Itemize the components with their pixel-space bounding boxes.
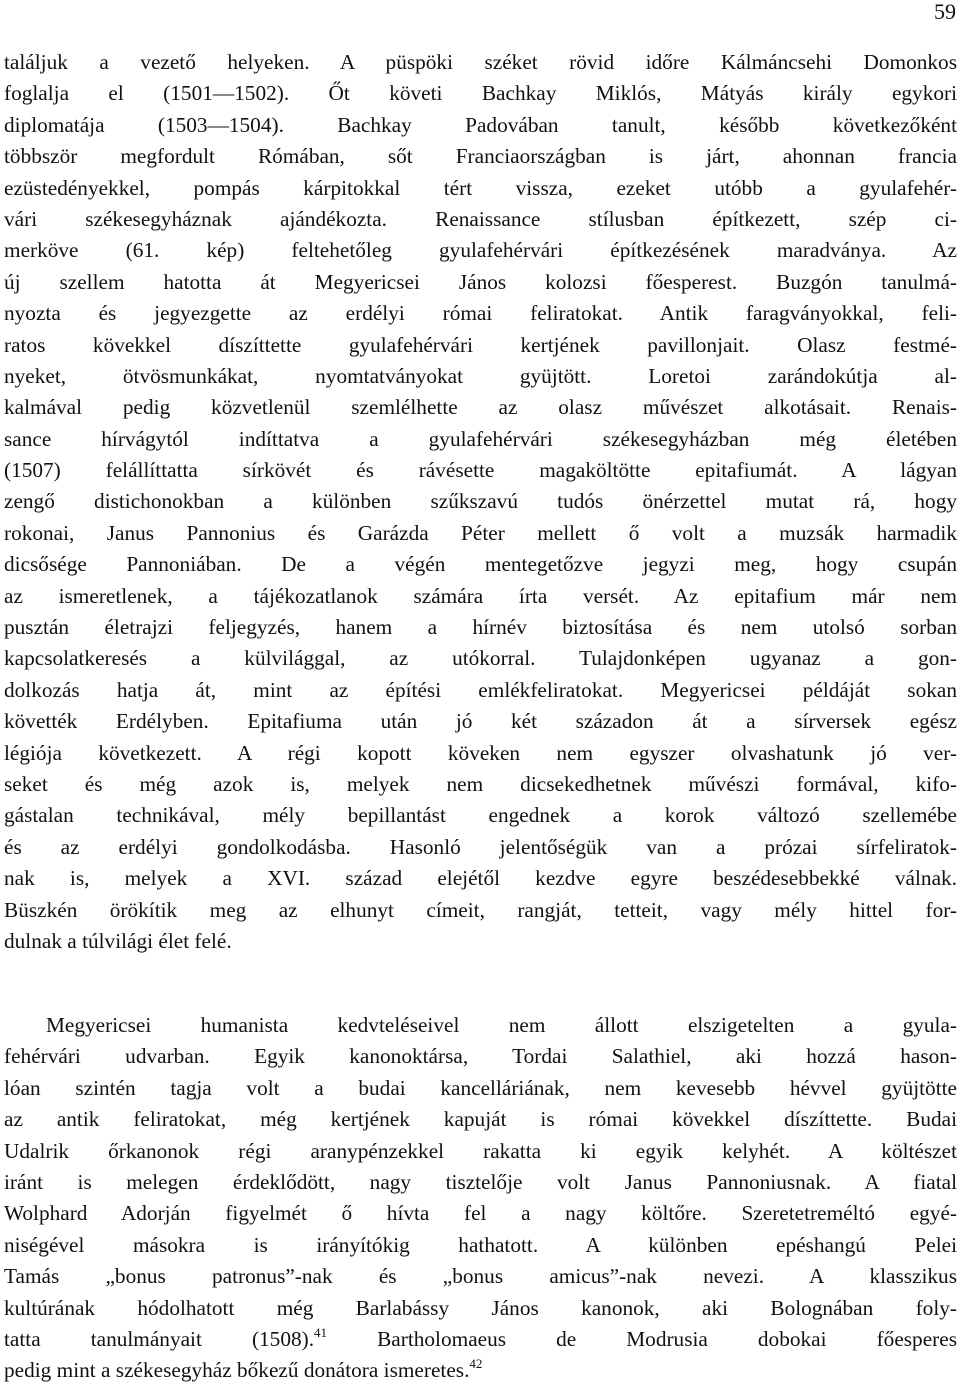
text-line: lóan szintén tagja volt a budai kancelláriának, nem kevesebb hévvel gyüjtötte xyxy=(4,1075,957,1100)
text-line: merköve (61. kép) feltehetőleg gyulafehérvári építkezésének maradványa. Az xyxy=(4,238,957,263)
text-line: dulnak a túlvilági élet felé. xyxy=(4,928,232,953)
text-line: foglalja el (1501—1502). Őt követi Bachkay Miklós, Mátyás király egykori xyxy=(4,81,957,106)
text-line: sance hírvágytól indíttatva a gyulafehérvári székesegyházban még életében xyxy=(4,426,957,451)
text-line: kultúrának hódolhatott még Barlabássy János kanonok, aki Bolognában foly- xyxy=(4,1295,957,1320)
text-line: gástalan technikával, mély bepillantást engednek a korok változó szellemébe xyxy=(4,803,957,828)
text-line: seket és még azok is, melyek nem dicsekedhetnek művészi formával, kifo- xyxy=(4,771,957,796)
text-line: dolkozás hatja át, mint az építési emlékfeliratokat. Megyericsei példáját sokan xyxy=(4,677,957,702)
text-line: dicsősége Pannoniában. De a végén mentegetőzve jegyzi meg, hogy csupán xyxy=(4,552,957,577)
text-line: pusztán életrajzi feljegyzés, hanem a hírnév biztosítása és nem utolsó sorban xyxy=(4,615,957,640)
text-line: nyozta és jegyezgette az erdélyi római feliratokat. Antik faragványokkal, feli- xyxy=(4,301,957,326)
text-line: légiója következett. A régi kopott köveken nem egyszer olvashatunk jó ver- xyxy=(4,740,957,765)
text-line: az ismeretlenek, a tájékozatlanok számára írta versét. Az epitafium már nem xyxy=(4,583,957,608)
text-line: ratos kövekkel díszíttette gyulafehérvári kertjének pavillonjait. Olasz festmé- xyxy=(4,332,957,357)
text-line: és az erdélyi gondolkodásba. Hasonló jelentőségük van a prózai sírfeliratok- xyxy=(4,834,957,859)
text-line: Wolphard Adorján figyelmét ő hívta fel a nagy költőre. Szeretetreméltó egyé- xyxy=(4,1201,957,1226)
text-line: többször megfordult Rómában, sőt Franciaországban is járt, ahonnan francia xyxy=(4,144,957,169)
paragraph-2 xyxy=(4,1010,957,1387)
line-text-after-note: Bartholomaeus de Modrusia dobokai főesperes xyxy=(327,1326,957,1351)
line-text-before-note: pedig mint a székesegyház bőkezű donátora ismeretes. xyxy=(4,1358,470,1383)
text-line: nyeket, ötvösmunkákat, nyomtatványokat gyüjtött. Loretoi zarándokútja al- xyxy=(4,363,957,388)
text-line: az antik feliratokat, még kertjének kapuját is római kövekkel díszíttette. Budai xyxy=(4,1107,957,1132)
text-line-with-footnote-41 xyxy=(4,1324,957,1355)
footnote-ref-42[interactable]: 42 xyxy=(469,1356,483,1372)
text-line: zengő distichonokban a különben szűkszavú tudós önérzettel mutat rá, hogy xyxy=(4,489,957,514)
text-line: új szellem hatotta át Megyericsei János kolozsi főesperest. Buzgón tanulmá- xyxy=(4,269,957,294)
text-line: vári székesegyháznak ajándékozta. Renaissance stílusban építkezett, szép ci- xyxy=(4,206,957,231)
text-line: (1507) felállíttatta sírkövét és rávésette magaköltötte epitafiumát. A lágyan xyxy=(4,458,957,483)
text-line: követték Erdélyben. Epitafiuma után jó két századon át a sírversek egész xyxy=(4,709,957,734)
text-line: ezüstedényekkel, pompás kárpitokkal tért vissza, ezeket utóbb a gyulafehér- xyxy=(4,175,957,200)
text-line: találjuk a vezető helyeken. A püspöki széket rövid időre Kálmáncsehi Domonkos xyxy=(4,50,957,74)
text-line: nak is, melyek a XVI. század elejétől kezdve egyre beszédesebbekké válnak. xyxy=(4,866,957,891)
paragraph-1 xyxy=(4,47,957,957)
footnote-ref-41[interactable]: 41 xyxy=(314,1324,328,1340)
text-line: Tamás „bonus patronus”-nak és „bonus amicus”-nak nevezi. A klasszikus xyxy=(4,1264,957,1289)
text-line: kalmával pedig közvetlenül szemlélhette az olasz művészet alkotásait. Renais- xyxy=(4,395,957,420)
text-line: Büszkén örökítik meg az elhunyt címeit, rangját, tetteit, vagy mély hittel for- xyxy=(4,897,957,922)
text-line: niségével másokra is irányítókig hathatott. A különben epéshangú Pelei xyxy=(4,1232,957,1257)
text-line: diplomatája (1503—1504). Bachkay Padovában tanult, később következőként xyxy=(4,112,957,137)
text-line: iránt is melegen érdeklődött, nagy tisztelője volt Janus Pannoniusnak. A fiatal xyxy=(4,1169,957,1194)
text-line: kapcsolatkeresés a külvilággal, az utókorral. Tulajdonképen ugyanaz a gon- xyxy=(4,646,957,671)
line-text-before-note: tatta tanulmányait (1508). xyxy=(4,1326,315,1351)
text-line: rokonai, Janus Pannonius és Garázda Péter mellett ő volt a muzsák harmadik xyxy=(4,520,957,545)
page-number: 59 xyxy=(934,0,956,24)
text-line-with-footnote-42 xyxy=(4,1355,957,1386)
text-line: Udalrik őrkanonok régi aranypénzekkel rakatta ki egyik kelyhét. A költészet xyxy=(4,1138,957,1163)
text-line: fehérvári udvarban. Egyik kanonoktársa, Tordai Salathiel, aki hozzá hason- xyxy=(4,1044,957,1069)
text-line: Megyericsei humanista kedvteléseivel nem állott elszigetelten a gyula- xyxy=(46,1013,957,1037)
